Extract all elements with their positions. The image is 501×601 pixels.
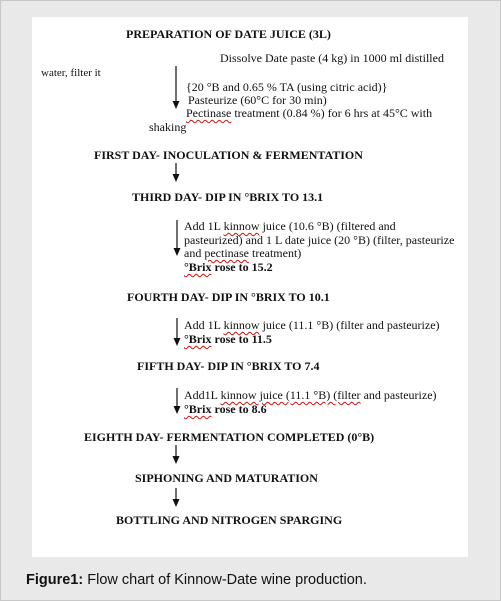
prep-treatment-text: treatment (0.84 %) for 6 hrs at 45°C with	[231, 106, 433, 120]
step-fourth-day: FOURTH DAY- DIP IN °BRIX TO 10.1	[127, 290, 330, 304]
day4-add-text: Add 1L	[184, 318, 224, 332]
day4-brix-result	[184, 332, 272, 346]
prep-line-3: {20 °B and 0.65 % TA (using citric acid)}	[186, 80, 388, 94]
flowchart-title: PREPARATION OF DATE JUICE (3L)	[126, 27, 331, 41]
day3-add-rest: juice (10.6 °B) (filtered and	[259, 219, 396, 233]
day5-kinnow-phrase: kinnow juice (11.1 °B) (filter	[220, 388, 361, 402]
arrow-down-icon	[172, 388, 182, 416]
day3-treatment-text: treatment)	[248, 246, 302, 260]
day4-kinnow-word: kinnow	[223, 318, 260, 332]
day3-brix-word: °Brix	[184, 260, 212, 274]
figure-caption	[26, 572, 367, 588]
prep-line-5	[186, 106, 432, 120]
day5-add-text: Add1L	[184, 388, 221, 402]
prep-line-4: Pasteurize (60°C for 30 min)	[188, 93, 327, 107]
arrow-down-icon	[171, 445, 181, 465]
day3-add-text: Add 1L	[184, 219, 224, 233]
day3-add-line-1	[184, 219, 396, 233]
step-siphoning: SIPHONING AND MATURATION	[135, 471, 318, 485]
figure-label: Figure1:	[26, 572, 84, 588]
day4-brix-value: rose to 11.5	[211, 332, 272, 346]
day3-brix-value: rose to 15.2	[211, 260, 273, 274]
day5-brix-word: °Brix	[184, 402, 212, 416]
day3-add-line-2: pasteurized) and 1 L date juice (20 °B) (filter, pasteurize	[184, 233, 455, 247]
prep-line-2: water, filter it	[41, 67, 101, 79]
day3-and-text: and	[184, 246, 205, 260]
day5-add-line	[184, 388, 437, 402]
day3-brix-result	[184, 260, 273, 274]
prep-line-1: Dissolve Date paste (4 kg) in 1000 ml distilled	[220, 51, 444, 65]
arrow-down-icon	[171, 488, 181, 508]
day3-kinnow-word: kinnow	[223, 219, 260, 233]
figure-caption-text: Flow chart of Kinnow-Date wine production.	[87, 572, 367, 588]
step-eighth-day: EIGHTH DAY- FERMENTATION COMPLETED (0°B)	[84, 430, 375, 444]
day4-brix-word: °Brix	[184, 332, 212, 346]
day5-brix-value: rose to 8.6	[211, 402, 267, 416]
prep-line-6: shaking	[149, 120, 187, 134]
day3-pectinase-word: pectinase	[204, 246, 249, 260]
step-first-day: FIRST DAY- INOCULATION & FERMENTATION	[94, 148, 363, 162]
day4-add-line	[184, 318, 440, 332]
arrow-down-icon	[171, 163, 181, 183]
step-third-day: THIRD DAY- DIP IN °BRIX TO 13.1	[132, 190, 324, 204]
day5-add-rest: and pasteurize)	[360, 388, 437, 402]
day4-add-rest: juice (11.1 °B) (filter and pasteurize)	[259, 318, 440, 332]
arrow-down-icon	[171, 66, 181, 110]
arrow-down-icon	[172, 220, 182, 258]
arrow-down-icon	[172, 318, 182, 348]
prep-pectinase-word: Pectinase	[186, 106, 232, 120]
step-fifth-day: FIFTH DAY- DIP IN °BRIX TO 7.4	[137, 359, 320, 373]
step-bottling: BOTTLING AND NITROGEN SPARGING	[116, 513, 343, 527]
day3-add-line-3	[184, 246, 301, 260]
day5-brix-result	[184, 402, 267, 416]
